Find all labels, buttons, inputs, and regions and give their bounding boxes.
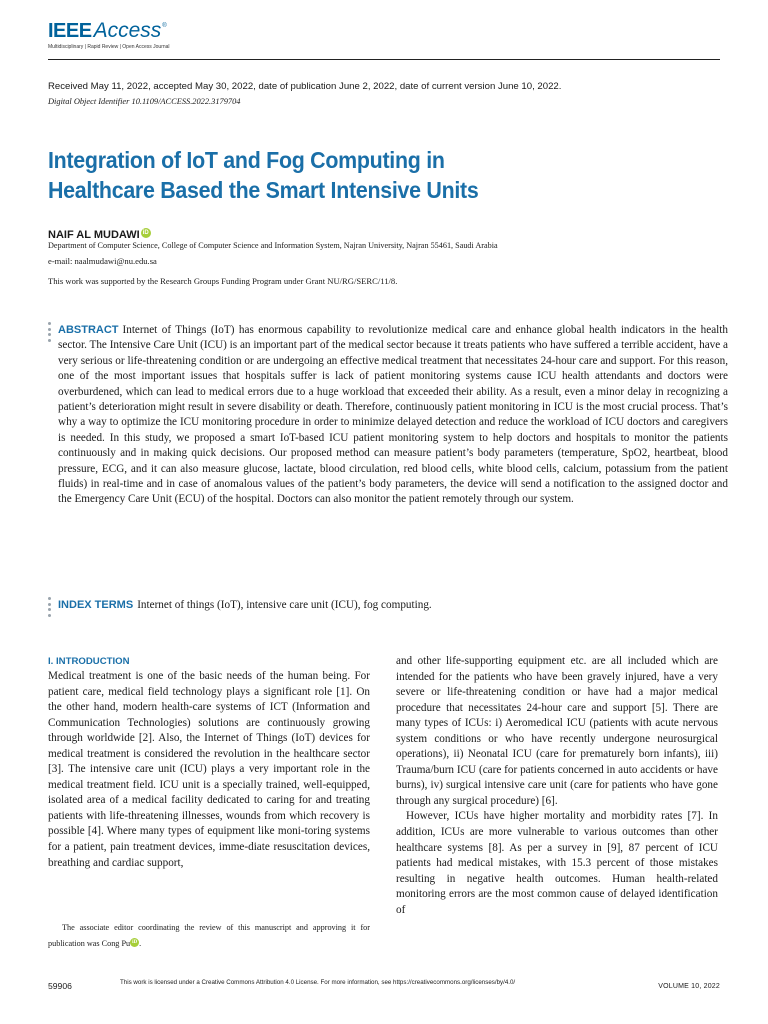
funding-note: This work was supported by the Research Groups Funding Program under Grant NU/RG/SERC/11/8. — [48, 276, 398, 286]
intro-paragraph-2: and other life-supporting equipment etc. are all included which are intended for the patients who have been gravely injured, have a very severe or life-threatening condition or have had a major medical procedure that necessitates 24-hour care and support [5]. There are many types of ICUs: i) Aeromedical ICU (patients with acute nervous system conditions or who have recently undergone neurosurgical operations), ii) Neonatal ICU (care for prematurely born infants), iii) Trauma/burn ICU (care for patients concerned in auto accidents or have burns), iv) surgical intensive care unit (care for patients who have gone through any surgical procedure) [6]. — [396, 655, 718, 807]
editor-footnote — [48, 920, 370, 951]
abstract-label: ABSTRACT — [58, 324, 119, 336]
author-name — [48, 228, 151, 241]
section-heading-introduction: I. INTRODUCTION — [48, 656, 130, 667]
index-terms-label: INDEX TERMS — [58, 599, 134, 611]
intro-paragraph-3: However, ICUs have higher mortality and morbidity rates [7]. In addition, ICUs are more vulnerable to various outcomes than other healthcare systems [8]. As per a survey in [9], 87 percent of ICU patients had medical mistakes, with 15.3 percent of those mistakes resulting in negative health outcomes. Human health-related monitoring errors are the most common cause of delayed identification of — [396, 810, 718, 916]
body-column-left — [48, 654, 370, 871]
volume-label: VOLUME 10, 2022 — [658, 983, 720, 990]
journal-logo — [48, 20, 188, 60]
editor-orcid-icon[interactable]: iD — [132, 939, 138, 945]
title-line-1: Integration of IoT and Fog Computing in — [48, 147, 445, 173]
abstract — [58, 323, 728, 508]
author-email[interactable]: e-mail: naalmudawi@nu.edu.sa — [48, 256, 157, 266]
author-affiliation: Department of Computer Science, College of Computer Science and Information System, Najran University, Najran 55461, Saudi Arabia — [48, 241, 498, 250]
footnote-text: The associate editor coordinating the review of this manuscript and approving it for publication was Cong Pu — [48, 923, 370, 948]
title-line-2: Healthcare Based the Smart Intensive Units — [48, 177, 479, 203]
article-dates: Received May 11, 2022, accepted May 30, 2022, date of publication June 2, 2022, date of current version June 10, 2022. — [48, 81, 562, 92]
article-doi[interactable]: Digital Object Identifier 10.1109/ACCESS.2022.3179704 — [48, 97, 241, 106]
license-note[interactable]: This work is licensed under a Creative Commons Attribution 4.0 License. For more information, see https://creativecommons.org/licenses/by/4.0/ — [120, 979, 516, 986]
header-rule — [48, 59, 720, 60]
orcid-icon[interactable]: iD — [142, 230, 149, 236]
index-terms-text: Internet of things (IoT), intensive care unit (ICU), fog computing. — [137, 599, 432, 611]
article-title — [48, 145, 680, 205]
abstract-text: Internet of Things (IoT) has enormous capability to revolutionize medical care and enhance global health indicators in the health sector. The Intensive Care Unit (ICU) is an important part of the medical sector because it treats patients who have suffered a terrible accident, have a very serious or life-threatening condition or are undergoing an effective medical treatment that necessitates 24-hour care and support. For this reason, one of the most important issues that hospitals suffer is lack of patient monitoring systems cause ICU health attendants and doctors were overburdened, which can lead to medical errors due to a huge workload that exceeded their ability. As a result, even a minor delay in recognizing a patient’s deterioration might result in severe disability or death. Therefore, continuously patient monitoring in ICU is the most crucial process. That’s why a way to optimize the ICU monitoring procedure in order to minimize delayed detection and reduce the workload of ICU doctors and caregivers is needed. In this study, we proposed a smart IoT-based ICU patient monitoring system to help doctors and hospitals to monitor the patients continuously and in making quick decisions. Our proposed method can measure patient’s body parameters (temperature, SpO2, heartbeat, blood pressure, ECG, and it can also measure glucose, lactate, blood circulation, red blood cells, white blood cells, calcium, potassium from the patient fluids) in real-time and in case of anomalous values of the patient’s body parameters, the device will send a notification to the assigned doctor and the Emergency Care Unit (ECU) of the hospital. Doctors can also monitor the patient remotely through our system. — [58, 324, 728, 506]
index-terms — [58, 598, 728, 613]
logo-trademark: ® — [162, 23, 167, 29]
author-text: NAIF AL MUDAWI — [48, 229, 140, 241]
footnote-end: . — [139, 938, 142, 948]
page-number: 59906 — [48, 981, 72, 991]
logo-ieee: IEEE — [48, 20, 92, 42]
logo-wordmark — [48, 20, 188, 42]
index-terms-dots-icon — [48, 597, 51, 619]
body-column-right — [396, 654, 718, 918]
journal-tagline: Multidisciplinary | Rapid Review | Open Access Journal — [48, 44, 170, 50]
abstract-dots-icon — [48, 322, 51, 344]
logo-access: Access — [93, 19, 162, 42]
intro-paragraph-1: Medical treatment is one of the basic needs of the human being. For patient care, medical field technology plays a significant role [1]. On the other hand, modern health-care systems of ICT (Information and Communication Technologies) solutions are continuously growing through worldwide [2]. Also, the Internet of Things (IoT) devices for medical treatment is considered the revolution in the healthcare sector [3]. The intensive care unit (ICU) plays a very important role in the medical treatment field. ICU unit is a specially trained, well-equipped, isolated area of a medical facility dedicated to caring for and treating patients with life-threatening illnesses, wounds from which recovery is possible [4]. Where many types of equipment like moni-toring systems for a patient, pain treatment devices, imme-diate resuscitation devices, breathing and cardiac support, — [48, 670, 370, 869]
